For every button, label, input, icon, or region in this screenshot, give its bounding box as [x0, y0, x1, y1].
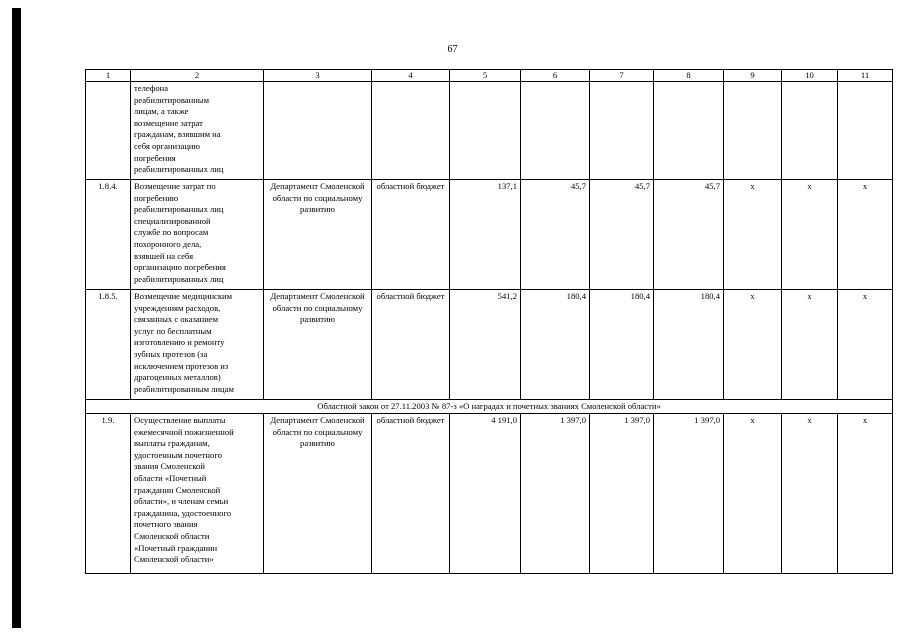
col9-value: х [724, 180, 782, 290]
funding-source: областной бюджет [372, 414, 450, 574]
name-line: реабилитированных лиц [134, 204, 224, 215]
law-section-row [86, 400, 893, 414]
col11-value [838, 82, 893, 180]
year3-amount: 1 397,0 [654, 414, 724, 574]
law-title: Областной закон от 27.11.2003 № 87-з «О наградах и почетных званиях Смоленской области» [86, 400, 893, 414]
name-line: Смоленской области» [134, 554, 214, 565]
total-amount: 137,1 [450, 180, 521, 290]
header-cell: 2 [131, 70, 264, 82]
name-line: ежемесячной пожизненной [134, 426, 234, 437]
header-cell: 9 [724, 70, 782, 82]
header-cell: 6 [521, 70, 590, 82]
name-line: «Почетный гражданин [134, 542, 218, 553]
page-number: 67 [447, 44, 458, 55]
row-number: 1.9. [86, 414, 131, 574]
name-line: гражданам, взявшим на [134, 129, 221, 140]
col10-value: х [782, 180, 838, 290]
name-line: реабилитированных лиц [134, 164, 224, 175]
program-table [85, 69, 893, 574]
name-line: удостоенным почетного [134, 449, 222, 460]
name-line: реабилитированным лицам [134, 383, 234, 394]
name-line: реабилитированных лиц [134, 273, 224, 284]
name-line: области», и членам семьи [134, 496, 229, 507]
col9-value: х [724, 290, 782, 400]
name-line: драгоценных металлов) [134, 372, 221, 383]
name-line: почетного звания [134, 519, 198, 530]
name-line: Осуществление выплаты [134, 415, 226, 425]
header-row [86, 70, 893, 82]
executor: Департамент Смоленской области по социальному развитию [264, 290, 372, 400]
name-line: Возмещение медицинским [134, 291, 233, 301]
row-number: 1.8.5. [86, 290, 131, 400]
col10-value [782, 82, 838, 180]
col10-value: х [782, 414, 838, 574]
header-cell: 3 [264, 70, 372, 82]
name-line: Возмещение затрат по [134, 181, 216, 191]
table-row [86, 414, 893, 574]
name-line: исключением протезов из [134, 360, 229, 371]
name-line: возмещение затрат [134, 117, 203, 128]
name-line: выплаты гражданам, [134, 438, 210, 449]
year3-amount: 180,4 [654, 290, 724, 400]
year2-amount: 1 397,0 [590, 414, 654, 574]
row-number [86, 82, 131, 180]
name-line: похоронного дела, [134, 238, 202, 249]
funding-source: областной бюджет [372, 180, 450, 290]
year3-amount: 45,7 [654, 180, 724, 290]
name-line: гражданин Смоленской [134, 484, 221, 495]
header-cell: 1 [86, 70, 131, 82]
measure-name [131, 414, 264, 574]
year2-amount: 180,4 [590, 290, 654, 400]
name-line: погребения [134, 152, 176, 163]
executor: Департамент Смоленской области по социальному развитию [264, 414, 372, 574]
total-amount [450, 82, 521, 180]
measure-name [131, 82, 264, 180]
name-line: Смоленской области [134, 530, 210, 541]
year1-amount: 1 397,0 [521, 414, 590, 574]
col11-value: х [838, 180, 893, 290]
total-amount: 541,2 [450, 290, 521, 400]
scan-edge-bar [12, 8, 21, 628]
name-line: погребению [134, 192, 179, 203]
col11-value: х [838, 414, 893, 574]
funding-source [372, 82, 450, 180]
year1-amount: 45,7 [521, 180, 590, 290]
name-line: реабилитированным [134, 94, 210, 105]
name-line: области «Почетный [134, 472, 207, 483]
row-number: 1.8.4. [86, 180, 131, 290]
measure-name [131, 180, 264, 290]
header-cell: 5 [450, 70, 521, 82]
table-row-continuation [86, 82, 893, 180]
header-cell: 8 [654, 70, 724, 82]
executor: Департамент Смоленской области по социальному развитию [264, 180, 372, 290]
header-cell: 7 [590, 70, 654, 82]
table-row [86, 180, 893, 290]
total-amount: 4 191,0 [450, 414, 521, 574]
col9-value: х [724, 414, 782, 574]
name-line: звания Смоленской [134, 461, 205, 472]
name-line: себя организацию [134, 140, 200, 151]
name-line: учреждениям расходов, [134, 302, 221, 313]
header-cell: 10 [782, 70, 838, 82]
name-line: связанных с оказанием [134, 314, 219, 325]
name-line: зубных протезов (за [134, 348, 208, 359]
year3-amount [654, 82, 724, 180]
name-line: телефона [134, 83, 169, 93]
measure-name [131, 290, 264, 400]
name-line: организацию погребения [134, 262, 226, 273]
name-line: гражданина, удостоенного [134, 507, 232, 518]
executor [264, 82, 372, 180]
year2-amount: 45,7 [590, 180, 654, 290]
year1-amount: 180,4 [521, 290, 590, 400]
header-cell: 4 [372, 70, 450, 82]
col10-value: х [782, 290, 838, 400]
table-row [86, 290, 893, 400]
col9-value [724, 82, 782, 180]
year2-amount [590, 82, 654, 180]
name-line: услуг по бесплатным [134, 325, 212, 336]
col11-value: х [838, 290, 893, 400]
name-line: лицам, а также [134, 106, 189, 117]
name-line: специализированной [134, 215, 211, 226]
name-line: изготовлению и ремонту [134, 337, 225, 348]
year1-amount [521, 82, 590, 180]
name-line: взявшей на себя [134, 250, 194, 261]
name-line: службе по вопросам [134, 227, 209, 238]
header-cell: 11 [838, 70, 893, 82]
funding-source: областной бюджет [372, 290, 450, 400]
